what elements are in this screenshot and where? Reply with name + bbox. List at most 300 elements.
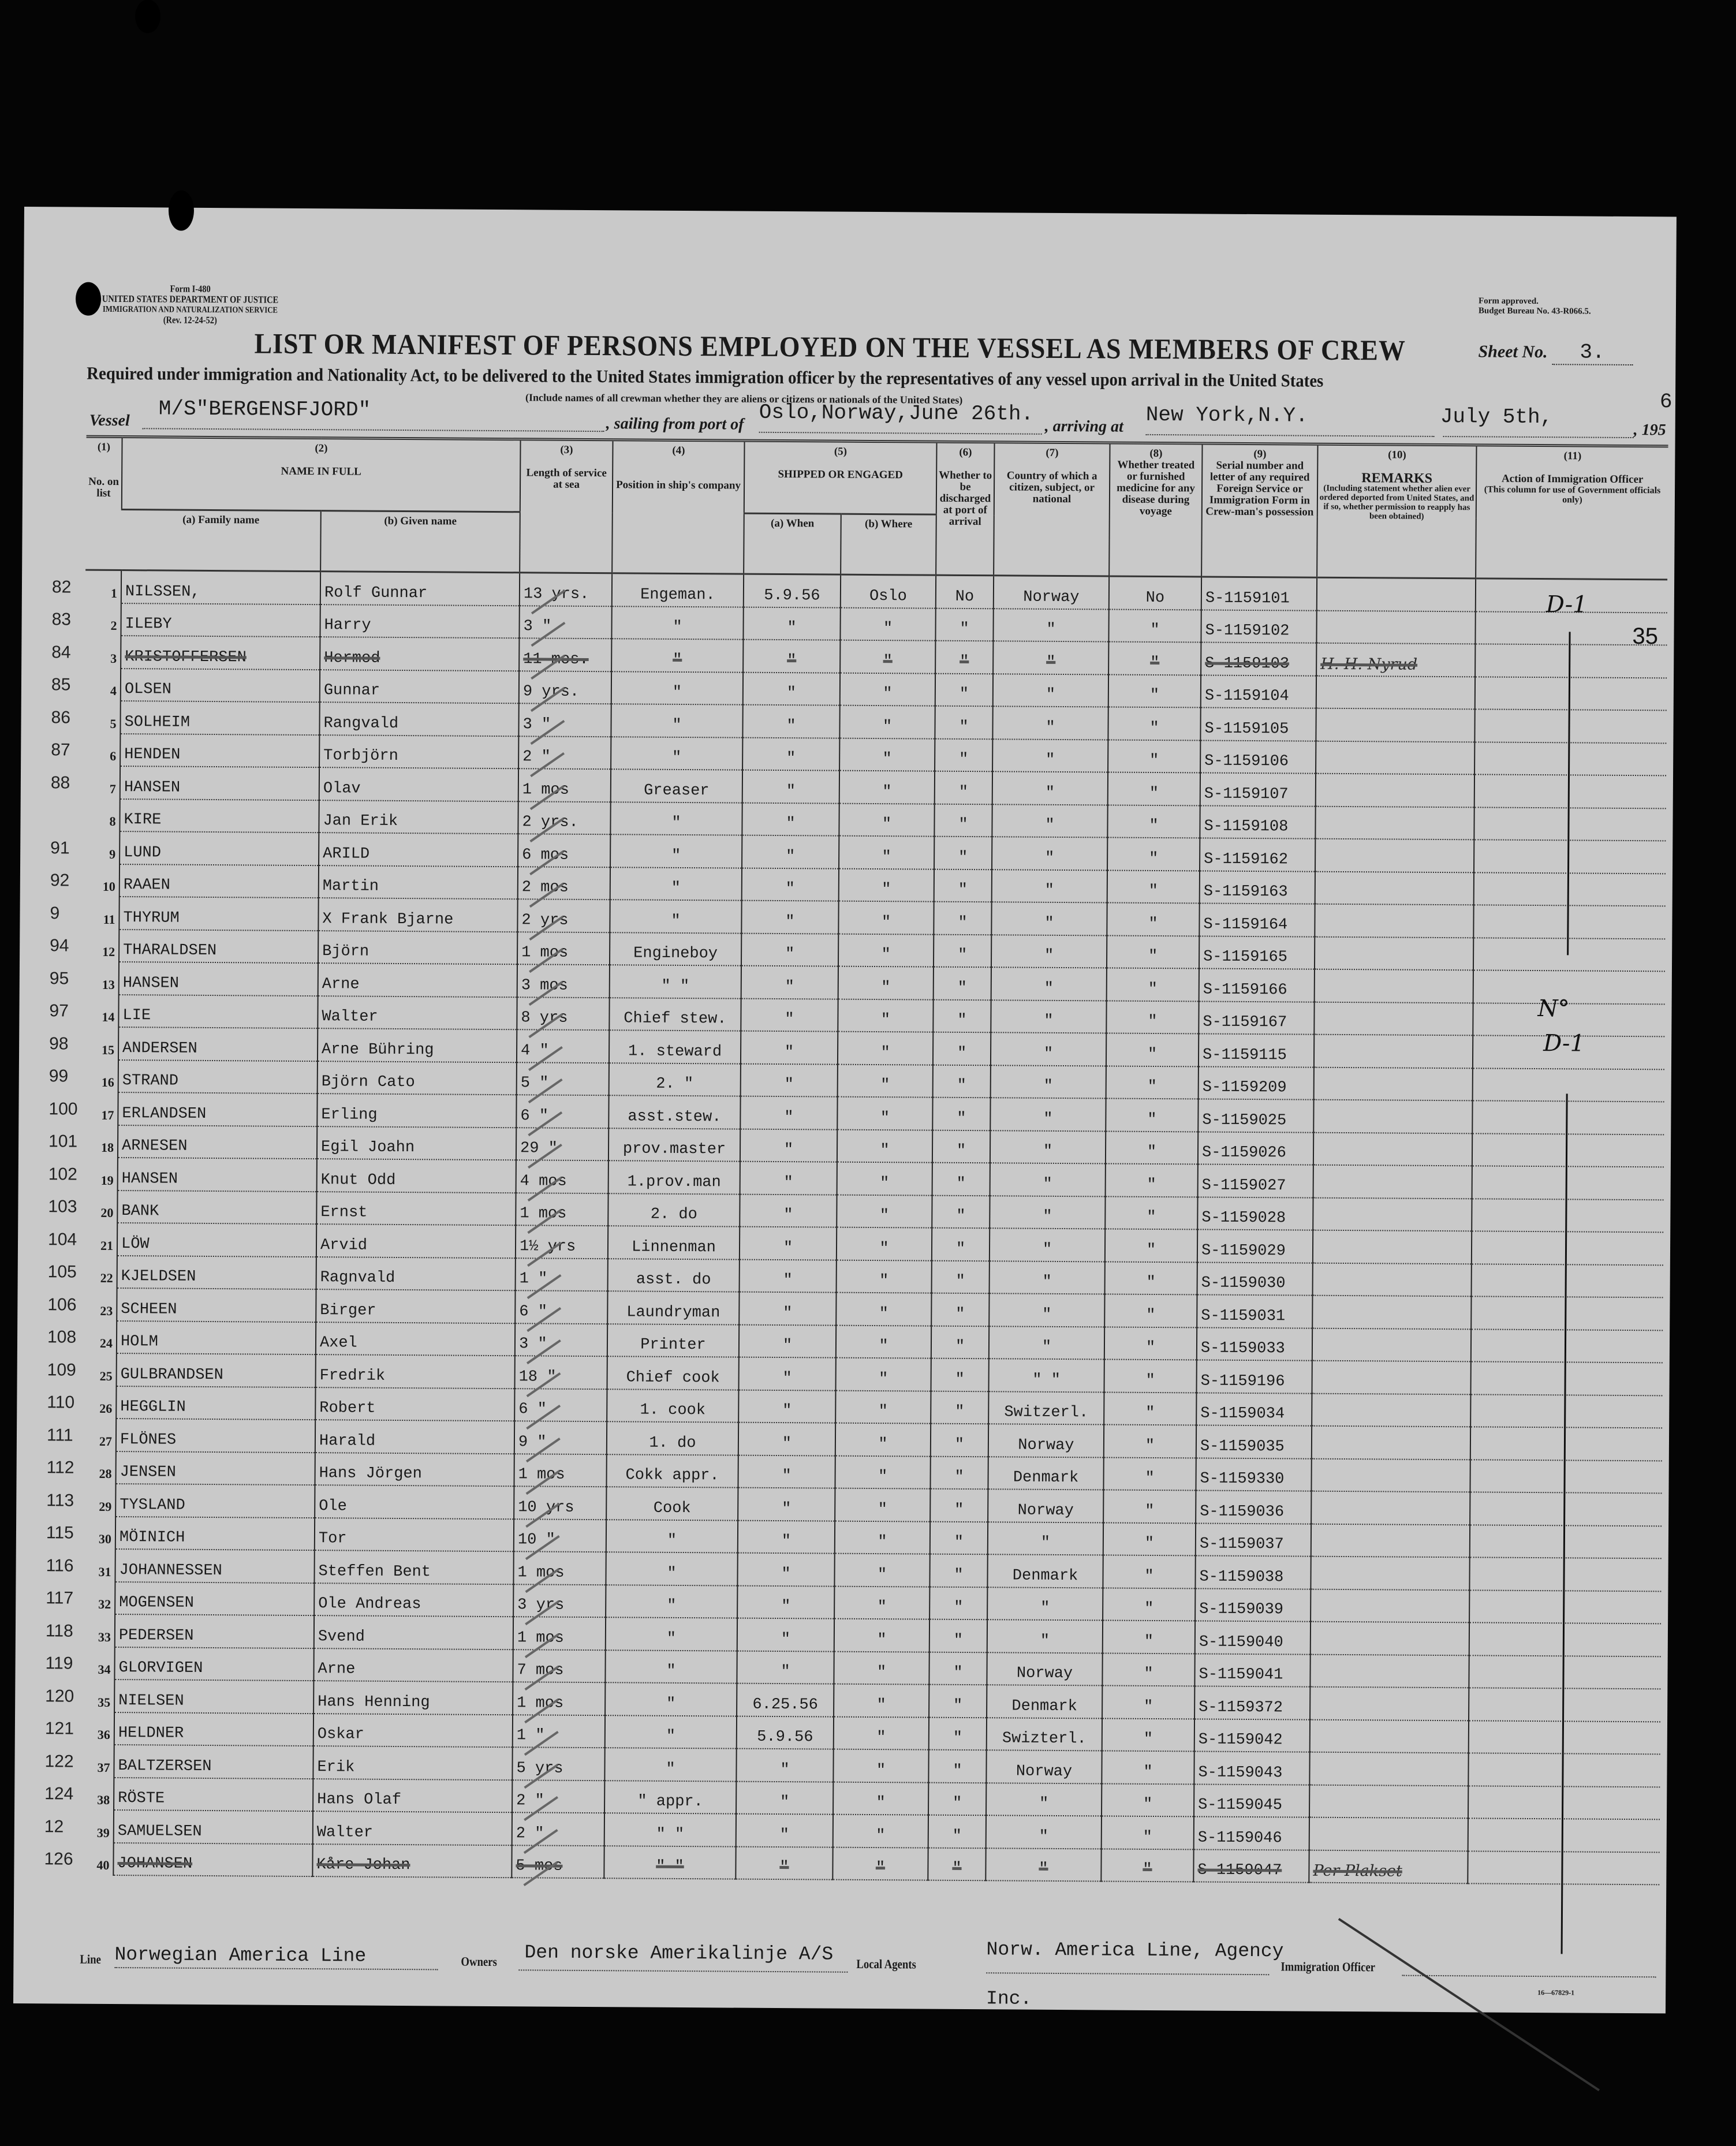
- medicine: ": [1107, 968, 1199, 1001]
- shipped-where: ": [840, 640, 935, 674]
- medicine: ": [1108, 772, 1200, 805]
- position: ": [610, 867, 742, 901]
- footer: Line Norwegian America Line Owners Den norske Amerikalinje A/S Local Agents Norw. America Line, Agency Inc. Immigration Officer: [80, 1934, 1656, 2013]
- given-name: Ernst: [316, 1192, 516, 1226]
- shipped-when: ": [740, 1227, 837, 1260]
- list-number: 12: [102, 944, 115, 959]
- row-number: [47, 1353, 117, 1386]
- row-number: [47, 1320, 117, 1353]
- family-name: HELDNER: [114, 1712, 313, 1746]
- old-row-number: 100: [48, 1099, 78, 1119]
- country: Norway: [988, 1489, 1103, 1522]
- serial-number: S-1159115: [1199, 1033, 1314, 1067]
- shipped-where: ": [836, 1358, 931, 1391]
- given-name: Fredrik: [316, 1354, 515, 1389]
- position: ": [610, 834, 742, 868]
- list-number: 32: [98, 1596, 111, 1611]
- remarks: [1316, 675, 1475, 709]
- family-name: HANSEN: [120, 766, 319, 800]
- position: " ": [610, 965, 741, 998]
- shipped-when: ": [738, 1390, 835, 1423]
- list-number: 16: [101, 1074, 114, 1089]
- row-number: [51, 733, 120, 766]
- officer-action: [1469, 1688, 1660, 1722]
- arriving-label: , arriving at: [1044, 417, 1123, 436]
- officer-action: [1469, 1655, 1660, 1689]
- remarks: [1311, 1524, 1470, 1557]
- given-name: Arne: [313, 1648, 513, 1682]
- given-name: Hans Jörgen: [315, 1453, 514, 1487]
- old-row-number: 113: [46, 1490, 74, 1510]
- officer-action: [1468, 1786, 1660, 1820]
- family-name: OLSEN: [121, 669, 320, 703]
- discharged: ": [929, 1619, 987, 1652]
- family-name: ERLANDSEN: [118, 1092, 317, 1126]
- discharged: ": [932, 1130, 990, 1163]
- position: ": [605, 1650, 737, 1684]
- given-name: Martin: [319, 865, 518, 900]
- serial-number: S-1159372: [1194, 1686, 1310, 1719]
- row-number: [46, 1581, 115, 1614]
- old-row-number: 83: [51, 610, 72, 629]
- row-number: [48, 1059, 118, 1092]
- list-number: 27: [99, 1434, 113, 1449]
- old-row-number: 102: [48, 1164, 77, 1184]
- serial-number: S-1159036: [1196, 1490, 1311, 1524]
- position: Linnenman: [608, 1226, 740, 1259]
- serial-number: S-1159163: [1200, 871, 1315, 904]
- old-row-number: 109: [47, 1360, 76, 1380]
- discharged: ": [930, 1489, 988, 1522]
- old-row-number: 95: [49, 968, 69, 988]
- serial-number: S-1159033: [1197, 1327, 1312, 1361]
- shipped-where: ": [834, 1586, 929, 1619]
- given-name: Olav: [319, 767, 518, 801]
- col-header-remarks: (10) REMARKS (Including statement whether alien ever ordered deported from United States, and if so, whether permission to reapply has been obtained): [1317, 444, 1476, 579]
- medicine: ": [1102, 1653, 1194, 1686]
- print-code: 16—67829-1: [1537, 1988, 1575, 1997]
- given-name: Walter: [318, 996, 517, 1030]
- old-row-number: 110: [47, 1393, 75, 1412]
- old-row-number: 108: [47, 1327, 77, 1347]
- service-length: 13 yrs.: [520, 573, 612, 606]
- discharged: ": [931, 1424, 988, 1457]
- service-length: 3 mos: [517, 964, 610, 997]
- country: ": [990, 1196, 1105, 1229]
- medicine: ": [1103, 1490, 1196, 1522]
- medicine: ": [1102, 1718, 1194, 1751]
- shipped-when: ": [742, 705, 839, 738]
- shipped-where: ": [832, 1847, 928, 1880]
- country: ": [990, 1163, 1106, 1196]
- shipped-when: ": [740, 1096, 837, 1130]
- position: " appr.: [604, 1781, 736, 1814]
- list-number: 7: [109, 781, 116, 796]
- serial-number: S-1159108: [1200, 805, 1315, 839]
- serial-number: S-1159038: [1195, 1555, 1311, 1589]
- officer-action: [1470, 1492, 1662, 1526]
- list-number: 31: [98, 1564, 111, 1579]
- remarks: [1311, 1458, 1470, 1492]
- shipped-where: ": [835, 1455, 930, 1489]
- col-header-service: (3) Length of service at sea: [520, 439, 613, 573]
- given-name: Knut Odd: [317, 1159, 516, 1193]
- family-name: LÖW: [117, 1223, 316, 1257]
- position: ": [606, 1520, 738, 1553]
- serial-number: S-1159166: [1199, 968, 1315, 1002]
- shipped-where: ": [833, 1782, 928, 1815]
- given-name: Hans Olaf: [313, 1779, 512, 1813]
- shipped-where: Oslo: [841, 574, 936, 608]
- shipped-when: ": [739, 1357, 836, 1391]
- discharged: ": [935, 641, 993, 674]
- position: Engeman.: [612, 573, 744, 607]
- shipped-when: ": [738, 1455, 835, 1488]
- remarks: [1313, 1197, 1472, 1231]
- list-number: 35: [98, 1695, 111, 1710]
- country: ": [990, 1130, 1106, 1164]
- country: Norway: [988, 1424, 1104, 1457]
- given-name: Arne Bühring: [318, 1028, 517, 1062]
- list-number: 6: [110, 748, 117, 763]
- serial-number: S-1159034: [1196, 1393, 1312, 1426]
- remarks: [1312, 1328, 1471, 1361]
- remarks: [1315, 904, 1473, 938]
- medicine: ": [1108, 609, 1201, 642]
- discharged: ": [933, 1065, 991, 1098]
- service-length: 1 mos: [514, 1454, 606, 1487]
- officer-action: [1470, 1460, 1662, 1494]
- old-row-number: 97: [49, 1001, 69, 1021]
- list-number: 33: [98, 1629, 111, 1644]
- serial-number: S-1159031: [1197, 1294, 1312, 1328]
- discharged: ": [935, 706, 992, 739]
- officer-action: [1472, 1264, 1663, 1298]
- position: 1. do: [607, 1421, 738, 1455]
- family-name: THYRUM: [119, 897, 318, 931]
- family-name: HANSEN: [118, 1158, 317, 1192]
- medicine: ": [1104, 1392, 1196, 1425]
- country: ": [987, 1619, 1103, 1653]
- medicine: ": [1103, 1555, 1195, 1588]
- serial-number: S-1159165: [1199, 936, 1315, 969]
- medicine: ": [1106, 1163, 1198, 1196]
- service-length: 5 ": [517, 1062, 609, 1095]
- position: ": [605, 1715, 737, 1749]
- col-header-position: (4) Position in ship's company: [612, 440, 744, 574]
- family-name: NIELSEN: [114, 1680, 313, 1714]
- position: Cokk appr.: [606, 1454, 738, 1488]
- list-number: 13: [102, 977, 115, 992]
- remarks: [1310, 1687, 1469, 1720]
- old-row-number: 103: [48, 1197, 77, 1216]
- given-name: Axel: [316, 1322, 515, 1356]
- position: ": [611, 737, 742, 770]
- remarks: [1313, 1263, 1472, 1296]
- shipped-when: ": [740, 1162, 837, 1195]
- serial-number: S-1159209: [1199, 1066, 1314, 1100]
- list-number: 19: [100, 1173, 114, 1188]
- service-length: 2 yrs.: [518, 801, 610, 834]
- punch-hole: [169, 191, 194, 231]
- shipped-when: ": [736, 1814, 833, 1848]
- service-length: 6 mos: [518, 834, 610, 867]
- medicine: ": [1103, 1620, 1195, 1653]
- crew-table: [44, 435, 1668, 1886]
- medicine: ": [1107, 870, 1200, 903]
- service-length: 11 mos.: [519, 638, 611, 671]
- medicine: ": [1106, 1033, 1199, 1066]
- shipped-when: ": [739, 1292, 836, 1326]
- list-number: 17: [101, 1107, 114, 1122]
- shipped-when: ": [742, 737, 839, 771]
- service-length: 9 yrs.: [519, 671, 611, 704]
- col-header-where: (b) Where: [841, 514, 936, 575]
- old-row-number: 117: [46, 1588, 74, 1608]
- list-number: 5: [110, 716, 117, 731]
- position: Engineboy: [610, 932, 741, 966]
- row-number: [48, 1092, 118, 1125]
- position: ": [606, 1585, 737, 1618]
- position: Greaser: [611, 769, 742, 803]
- medicine: ": [1107, 935, 1199, 968]
- old-row-number: 106: [47, 1294, 77, 1315]
- row-number: [46, 1419, 116, 1451]
- officer-action: [1471, 1329, 1663, 1363]
- country: Swizterl.: [987, 1718, 1102, 1751]
- country: ": [986, 1815, 1102, 1849]
- shipped-when: ": [742, 770, 839, 804]
- subtitle: Required under immigration and Nationality Act, to be delivered to the United States immigration officer by the representatives of any vessel upon arrival in the United States: [87, 363, 1324, 391]
- serial-number: S-1159029: [1197, 1229, 1313, 1263]
- country: ": [991, 1032, 1106, 1066]
- old-row-number: 104: [47, 1229, 77, 1249]
- serial-number: S-1159041: [1194, 1654, 1310, 1687]
- owners-name: Den norske Amerikalinje A/S: [524, 1942, 834, 1965]
- sheet-number: Sheet No. 3.: [1478, 339, 1633, 365]
- discharged: ": [932, 1163, 990, 1196]
- list-number: 8: [109, 813, 116, 828]
- port-to: New York,N.Y.: [1145, 402, 1308, 428]
- service-length: 5 mos: [512, 1845, 604, 1878]
- row-number: [44, 1810, 114, 1843]
- remarks: [1316, 774, 1474, 807]
- family-name: BALTZERSEN: [114, 1745, 313, 1779]
- row-number: [44, 1712, 114, 1745]
- row-number: [47, 1255, 117, 1288]
- family-name: PEDERSEN: [115, 1614, 314, 1648]
- position: Chief cook: [607, 1356, 739, 1390]
- old-row-number: 111: [46, 1425, 73, 1445]
- list-number: 23: [100, 1303, 113, 1318]
- col-header-family-name: (a) Family name: [121, 510, 321, 572]
- shipped-when: ": [743, 607, 840, 640]
- shipped-when: ": [739, 1324, 836, 1358]
- remarks: [1316, 610, 1475, 644]
- country: ": [991, 967, 1107, 1001]
- shipped-where: ": [837, 1162, 932, 1196]
- given-name: Gunnar: [320, 670, 519, 704]
- service-length: 9 ": [514, 1421, 607, 1454]
- service-length: 6 ": [514, 1389, 607, 1421]
- serial-number: S-1159102: [1201, 610, 1316, 643]
- list-number: 11: [103, 912, 115, 927]
- col-header-medicine: (8) Whether treated or furnished medicine for any disease during voyage: [1109, 443, 1202, 577]
- row-number: [84, 798, 120, 831]
- serial-number: S-1159047: [1193, 1849, 1309, 1883]
- family-name: ARNESEN: [118, 1125, 317, 1159]
- given-name: ARILD: [319, 833, 518, 867]
- form-number: Form I-480: [170, 283, 211, 294]
- shipped-where: ": [840, 607, 935, 641]
- shipped-when: ": [740, 1129, 837, 1162]
- position: ": [611, 704, 742, 737]
- given-name: Erling: [317, 1093, 516, 1128]
- old-row-number: 126: [44, 1849, 73, 1869]
- officer-action: [1472, 1100, 1664, 1134]
- serial-number: S-1159045: [1194, 1784, 1309, 1817]
- medicine: ": [1107, 902, 1199, 935]
- shipped-when: ": [742, 868, 839, 901]
- given-name: Svend: [314, 1615, 513, 1649]
- row-number: [50, 929, 119, 962]
- service-length: 1 mos: [516, 1193, 608, 1226]
- position: prov.master: [608, 1128, 740, 1162]
- given-name: Robert: [315, 1387, 514, 1421]
- remarks: [1313, 1100, 1472, 1133]
- country: ": [985, 1848, 1101, 1882]
- country: ": [991, 1000, 1106, 1033]
- row-number: [48, 1125, 118, 1158]
- remarks: [1315, 871, 1474, 905]
- remarks: [1316, 741, 1474, 774]
- remarks: [1309, 1785, 1468, 1818]
- serial-number: S-1159104: [1201, 675, 1316, 708]
- old-row-number: 116: [46, 1555, 74, 1576]
- old-row-number: 124: [44, 1784, 74, 1804]
- country: ": [992, 804, 1107, 838]
- position: 1.prov.man: [608, 1160, 740, 1194]
- page-title: LIST OR MANIFEST OF PERSONS EMPLOYED ON THE VESSEL AS MEMBERS OF CREW: [254, 327, 1406, 367]
- row-number: [46, 1484, 115, 1517]
- remarks: [1312, 1361, 1471, 1394]
- remarks: [1309, 1817, 1468, 1851]
- arrival-date: July 5th,: [1440, 404, 1553, 430]
- shipped-where: ": [833, 1749, 928, 1783]
- remarks: [1314, 1002, 1473, 1035]
- officer-action: [1474, 709, 1666, 743]
- officer-action: [1474, 807, 1666, 841]
- service-length: 3 ": [515, 1323, 607, 1356]
- position: ": [611, 639, 743, 672]
- country: Denmark: [987, 1685, 1102, 1718]
- serial-number: S-1159106: [1200, 740, 1316, 774]
- col-header-action: (11) Action of Immigration Officer (This column for use of Government officials only): [1476, 445, 1668, 580]
- shipped-where: ": [834, 1554, 929, 1587]
- shipped-where: ": [839, 706, 935, 739]
- discharged: ": [930, 1456, 988, 1489]
- medicine: ": [1103, 1588, 1195, 1621]
- row-number: [46, 1516, 115, 1549]
- discharged: ": [931, 1358, 989, 1391]
- given-name: Hans Henning: [313, 1681, 513, 1715]
- officer-action: [1473, 905, 1665, 939]
- given-name: Kåre Johan: [312, 1844, 512, 1878]
- family-name: LUND: [120, 831, 319, 865]
- family-name: HOLM: [117, 1321, 316, 1355]
- service-length: 10 ": [514, 1519, 606, 1552]
- country: ": [992, 837, 1107, 870]
- service-length: 1 mos: [513, 1682, 605, 1715]
- discharged: ": [929, 1587, 987, 1619]
- serial-number: S-1159046: [1194, 1816, 1309, 1850]
- family-name: RÖSTE: [114, 1778, 313, 1812]
- shipped-where: ": [835, 1488, 930, 1522]
- service-length: 6 ": [515, 1290, 607, 1323]
- discharged: ": [933, 999, 991, 1032]
- family-name: ANDERSEN: [118, 1027, 318, 1061]
- form-approval: Form approved. Budget Bureau No. 43-R066.5.: [1478, 296, 1591, 316]
- shipped-when: ": [742, 803, 839, 836]
- remarks: [1314, 1035, 1473, 1068]
- list-number: 1: [110, 585, 117, 600]
- col-header-shipped: (5) SHIPPED OR ENGAGED: [744, 441, 937, 514]
- serial-number: S-1159039: [1195, 1588, 1311, 1622]
- country: ": [991, 1065, 1106, 1099]
- discharged: ": [929, 1717, 987, 1750]
- discharged: ": [935, 673, 993, 706]
- discharged: ": [934, 837, 992, 869]
- officer-action: [1470, 1525, 1662, 1559]
- serial-number: S-1159035: [1196, 1425, 1312, 1458]
- shipped-when: 5.9.56: [737, 1716, 834, 1749]
- list-number: 40: [96, 1857, 110, 1872]
- medicine: ": [1107, 837, 1200, 870]
- vessel-name: M/S"BERGENSFJORD": [158, 397, 371, 422]
- remarks: [1314, 1067, 1473, 1100]
- position: Cook: [606, 1487, 738, 1520]
- shipped-when: ": [737, 1553, 834, 1587]
- remarks: [1310, 1654, 1469, 1688]
- given-name: Harry: [320, 604, 519, 639]
- remarks: [1315, 936, 1473, 970]
- given-name: Harald: [315, 1420, 514, 1454]
- list-number: 39: [96, 1825, 110, 1840]
- medicine: ": [1103, 1457, 1196, 1490]
- given-name: Egil Joahn: [317, 1126, 516, 1160]
- medicine: ": [1104, 1327, 1197, 1360]
- given-name: X Frank Bjarne: [318, 898, 517, 932]
- service-length: 2 ": [512, 1780, 604, 1813]
- service-length: 2 ": [518, 736, 611, 769]
- position: ": [611, 671, 743, 705]
- country: ": [992, 869, 1107, 903]
- country: ": [990, 1261, 1105, 1294]
- given-name: Rangvald: [319, 702, 518, 736]
- service-length: 2 yrs: [517, 899, 610, 932]
- officer-action: [1472, 1231, 1663, 1265]
- shipped-when: ": [738, 1520, 835, 1554]
- service-length: 1½ yrs: [516, 1225, 608, 1258]
- shipped-when: ": [736, 1846, 832, 1880]
- position: asst. do: [608, 1259, 740, 1292]
- country: ": [987, 1587, 1103, 1621]
- shipped-when: ": [743, 640, 840, 673]
- position: 2. ": [609, 1063, 741, 1096]
- year-prefix: , 195: [1633, 421, 1666, 439]
- serial-number: S-1159025: [1198, 1099, 1313, 1132]
- remarks: [1313, 1230, 1472, 1264]
